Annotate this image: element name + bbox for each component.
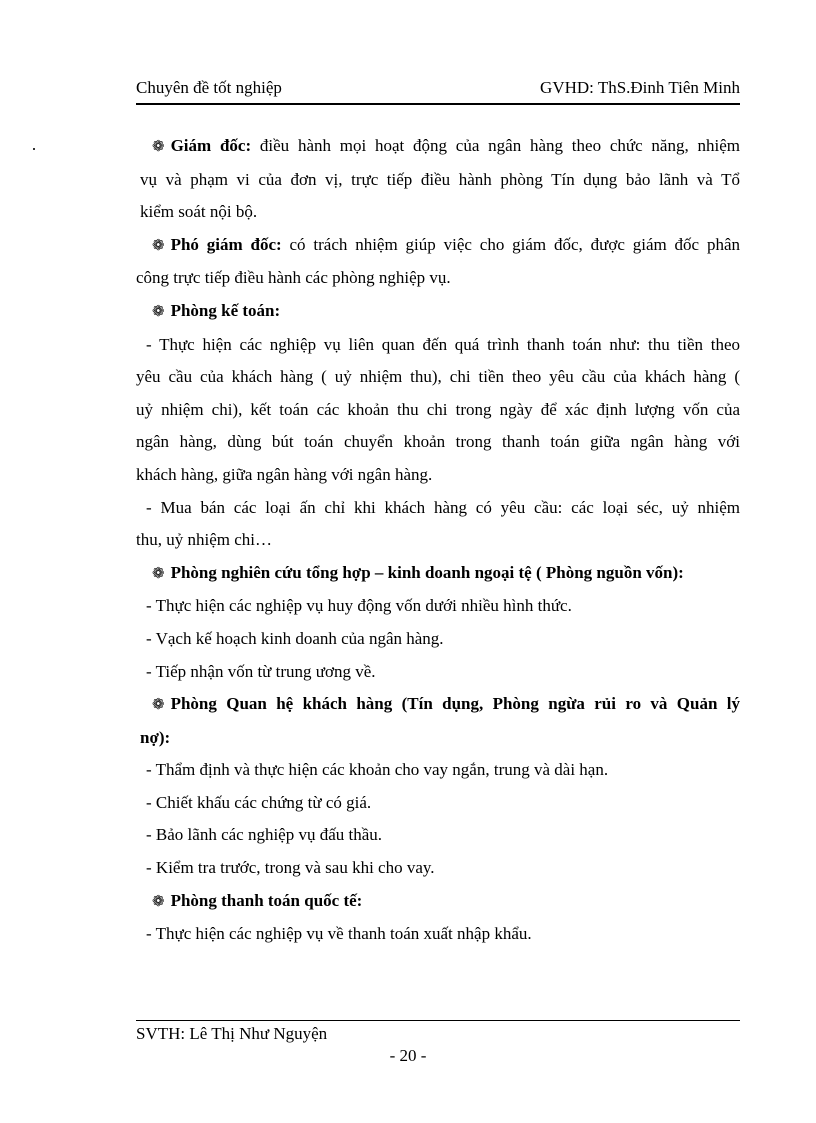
flower-bullet-icon: ❁ <box>152 893 165 910</box>
flower-bullet-icon: ❁ <box>152 697 165 714</box>
section-title: Phòng nghiên cứu tổng hợp – kinh doanh ngoại tệ ( Phòng nguồn vốn): <box>170 562 684 582</box>
heading-ke-toan <box>136 295 740 329</box>
flower-bullet-icon: ❁ <box>152 565 165 582</box>
heading-nghien-cuu <box>136 557 740 591</box>
section-title: Phòng thanh toán quốc tế: <box>170 890 363 910</box>
list-item: - Thẩm định và thực hiện các khoản cho vay ngắn, trung và dài hạn. <box>146 760 609 780</box>
page-number: - 20 - <box>389 1046 427 1065</box>
list-item: - Kiểm tra trước, trong và sau khi cho vay. <box>146 858 435 878</box>
list-item: - Bảo lãnh các nghiệp vụ đấu thầu. <box>146 825 383 845</box>
list-item: - Tiếp nhận vốn từ trung ương về. <box>146 661 376 681</box>
paragraph-line: yêu cầu của khách hàng ( uỷ nhiệm thu), chi tiền theo yêu cầu của khách hàng ( <box>136 367 740 387</box>
flower-bullet-icon: ❁ <box>152 237 165 254</box>
flower-bullet-icon: ❁ <box>152 139 165 155</box>
stray-dot <box>33 148 35 150</box>
list-item: - Chiết khấu các chứng từ có giá. <box>146 792 372 812</box>
footer-divider <box>136 1020 740 1021</box>
header-supervisor: GVHD: ThS.Đinh Tiên Minh <box>540 78 740 97</box>
paragraph-line: vụ và phạm vi của đơn vị, trực tiếp điều hành phòng Tín dụng bảo lãnh và Tổ <box>140 169 740 189</box>
paragraph-line: ngân hàng, dùng bút toán chuyển khoản trong thanh toán giữa ngân hàng với <box>136 432 740 452</box>
heading-thanh-toan-quoc-te <box>136 885 740 919</box>
list-item: - Thực hiện các nghiệp vụ về thanh toán xuất nhập khẩu. <box>146 924 532 944</box>
paragraph-line: - Thực hiện các nghiệp vụ liên quan đến quá trình thanh toán như: thu tiền theo <box>146 334 740 354</box>
paragraph-line: kiểm soát nội bộ. <box>140 202 258 222</box>
document-body <box>136 130 740 951</box>
paragraph-line: công trực tiếp điều hành các phòng nghiệp vụ. <box>136 268 451 288</box>
paragraph-line: khách hàng, giữa ngân hàng với ngân hàng. <box>136 464 433 484</box>
list-item: - Thực hiện các nghiệp vụ huy động vốn dưới nhiều hình thức. <box>146 596 572 616</box>
paragraph-line: thu, uỷ nhiệm chi… <box>136 530 272 550</box>
flower-bullet-icon: ❁ <box>152 303 165 320</box>
section-title: Phó giám đốc: <box>170 234 282 254</box>
paragraph-line: - Mua bán các loại ấn chỉ khi khách hàng có yêu cầu: các loại séc, uỷ nhiệm <box>146 497 740 517</box>
footer-author: SVTH: Lê Thị Như Nguyện <box>136 1024 328 1043</box>
paragraph-pho-giam-doc <box>136 229 740 263</box>
section-title: Giám đốc: <box>170 136 252 155</box>
page-header <box>136 76 740 105</box>
paragraph-giam-doc <box>136 130 740 164</box>
section-title: Phòng kế toán: <box>170 300 281 320</box>
paragraph-line: uỷ nhiệm chi), kết toán các khoản thu chi trong ngày để xác định lượng vốn của <box>136 399 740 419</box>
paragraph-text: có trách nhiệm giúp việc cho giám đốc, được giám đốc phân <box>281 234 740 254</box>
section-title: Phòng Quan hệ khách hàng (Tín dụng, Phòng ngừa rủi ro và Quản lý <box>170 694 740 714</box>
section-title-continued: nợ): <box>140 727 171 747</box>
list-item: - Vạch kế hoạch kinh doanh của ngân hàng. <box>146 628 444 648</box>
heading-quan-he-khach-hang <box>136 688 740 722</box>
header-title: Chuyên đề tốt nghiệp <box>136 78 282 97</box>
paragraph-text: điều hành mọi hoạt động của ngân hàng theo chức năng, nhiệm <box>251 136 740 155</box>
